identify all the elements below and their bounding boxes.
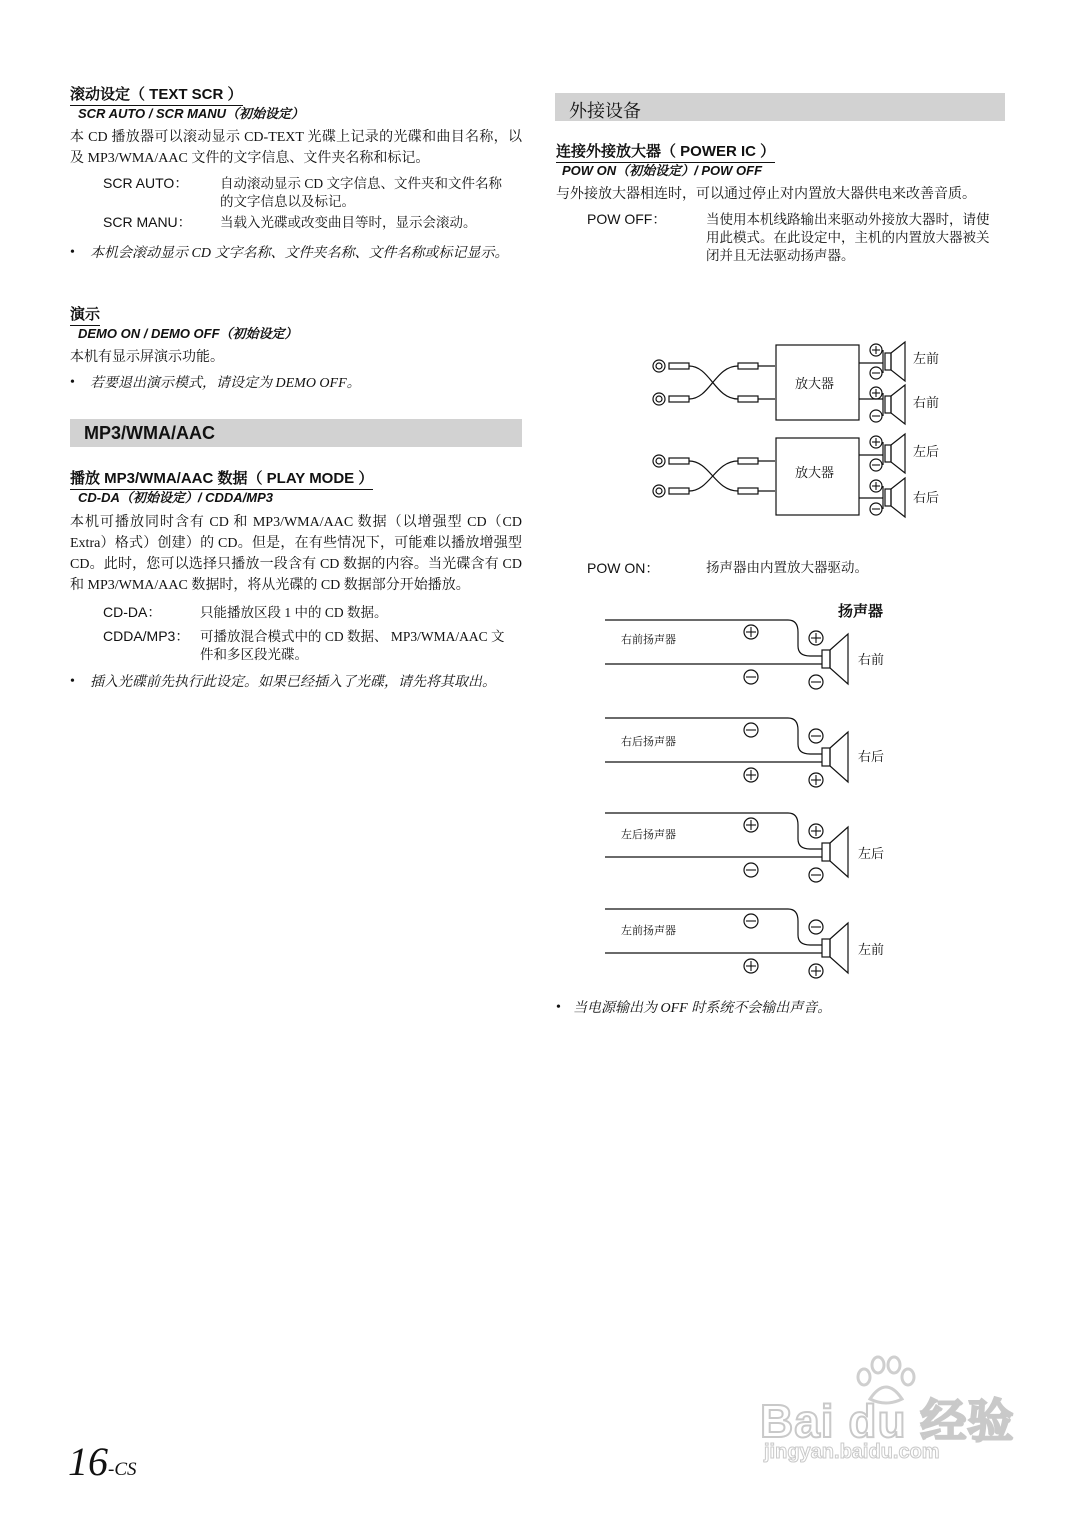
amplifier-label-1: 放大器 xyxy=(795,376,835,391)
watermark-url: jingyan.baidu.com xyxy=(764,1441,940,1463)
power-ic-note-block xyxy=(556,1000,1005,1018)
wire-group-rear-left xyxy=(605,813,848,882)
speaker-front-left-label: 左前 xyxy=(913,351,940,366)
play-mode-note: 插入光碟前先执行此设定。如果已经插入了光碟，请先将其取出。 xyxy=(90,675,496,690)
rca-jacks-bottom xyxy=(653,455,775,497)
wire-label-front-right: 右前扬声器 xyxy=(621,634,676,646)
scroll-heading: 滚动设定（ TEXT SCR ） xyxy=(70,86,243,106)
cdda-mp3-label: CDDA/MP3： xyxy=(103,628,190,644)
scr-manu-label: SCR MANU： xyxy=(103,214,192,230)
wire-group-front-left xyxy=(605,909,848,978)
demo-section xyxy=(70,306,522,393)
play-mode-subheading: CD-DA（初始设定）/ CDDA/MP3 xyxy=(78,490,274,505)
wire-label-rear-left: 左后扬声器 xyxy=(621,829,676,841)
mp3-section-bar xyxy=(70,419,522,447)
speaker-wiring-diagram xyxy=(600,598,900,988)
scroll-subheading: SCR AUTO / SCR MANU（初始设定） xyxy=(78,106,305,121)
power-ic-note: 当电源输出为 OFF 时系统不会输出声音。 xyxy=(573,1001,832,1016)
bullet-icon: • xyxy=(556,1000,561,1015)
speaker-label-rear-right: 右后 xyxy=(858,749,885,764)
scr-manu-desc: 当载入光碟或改变曲目等时，显示会滚动。 xyxy=(220,215,477,230)
scroll-note: 本机会滚动显示 CD 文字名称、文件夹名称、文件名称或标记显示。 xyxy=(90,246,509,261)
speaker-label-front-right: 右前 xyxy=(858,652,885,667)
wire-group-rear-right xyxy=(605,718,848,787)
wire-label-front-left: 左前扬声器 xyxy=(621,925,676,937)
power-ic-heading: 连接外接放大器（ POWER IC ） xyxy=(556,143,775,163)
amplifier-diagram xyxy=(640,335,960,525)
baidu-watermark xyxy=(760,1355,1020,1475)
page-number-suffix: -CS xyxy=(108,1459,137,1480)
speaker-rear-left-label: 左后 xyxy=(913,444,940,459)
page-number xyxy=(68,1438,137,1485)
demo-note: 若要退出演示模式，请设定为 DEMO OFF。 xyxy=(90,376,361,391)
scroll-section xyxy=(70,86,522,263)
pow-on-label: POW ON： xyxy=(587,560,660,576)
cd-da-label: CD-DA： xyxy=(103,604,162,620)
power-ic-section xyxy=(556,143,1005,271)
pow-off-label: POW OFF： xyxy=(587,211,667,227)
wire-group-front-right xyxy=(605,620,848,689)
scr-auto-desc: 自动滚动显示 CD 文字信息、文件夹和文件名称的文字信息以及标记。 xyxy=(220,176,503,209)
pow-off-desc: 当使用本机线路输出来驱动外接放大器时，请使用此模式。在此设定中，主机的内置放大器被关闭并且无法驱动扬声器。 xyxy=(706,212,990,263)
wire-label-rear-right: 右后扬声器 xyxy=(621,736,676,748)
power-ic-subheading: POW ON（初始设定）/ POW OFF xyxy=(562,163,763,178)
pow-on-desc: 扬声器由内置放大器驱动。 xyxy=(706,560,868,575)
cd-da-desc: 只能播放区段 1 中的 CD 数据。 xyxy=(200,605,388,620)
speaker-label-rear-left: 左后 xyxy=(858,846,885,861)
watermark-main-text: Bai du 经验 xyxy=(760,1395,1015,1447)
speaker-label-front-left: 左前 xyxy=(858,942,885,957)
speaker-front-right-label: 右前 xyxy=(913,395,940,410)
speaker-rear-right-label: 右后 xyxy=(913,490,940,505)
speakers-title: 扬声器 xyxy=(838,603,884,620)
bullet-icon: • xyxy=(70,245,75,260)
external-devices-bar xyxy=(555,93,1005,121)
amplifier-label-2: 放大器 xyxy=(795,465,835,480)
mp3-bar-title: MP3/WMA/AAC xyxy=(84,423,215,443)
external-devices-title: 外接设备 xyxy=(569,101,641,121)
mp3-section xyxy=(70,470,522,692)
bullet-icon: • xyxy=(70,375,75,390)
scroll-paragraph: 本 CD 播放器可以滚动显示 CD-TEXT 光碟上记录的光碟和曲目名称，以及 MP3/WMA/AAC 文件的文字信息、文件夹名称和标记。 xyxy=(70,130,522,166)
page-number-value: 16 xyxy=(68,1439,108,1484)
power-ic-paragraph: 与外接放大器相连时，可以通过停止对内置放大器供电来改善音质。 xyxy=(556,187,976,202)
demo-subheading: DEMO ON / DEMO OFF（初始设定） xyxy=(78,326,298,341)
demo-heading: 演示 xyxy=(70,306,100,326)
play-mode-heading: 播放 MP3/WMA/AAC 数据（ PLAY MODE ） xyxy=(70,470,373,490)
play-mode-paragraph: 本机可播放同时含有 CD 和 MP3/WMA/AAC 数据（以增强型 CD（CD Extra）格式）创建）的 CD。但是，在有些情况下，可能难以播放增强型 CD。此时，您可以选择只播放一段含有 CD 数据的内容。当光碟含有 CD 和 MP3/WMA/AAC 数据时，将从光碟的 CD 数据部分开始播放。 xyxy=(70,515,522,593)
demo-paragraph: 本机有显示屏演示功能。 xyxy=(70,350,224,365)
cdda-mp3-desc: 可播放混合模式中的 CD 数据、 MP3/WMA/AAC 文件和多区段光碟。 xyxy=(200,629,505,662)
rca-jacks-top xyxy=(653,360,775,405)
bullet-icon: • xyxy=(70,674,75,689)
scr-auto-label: SCR AUTO： xyxy=(103,175,189,191)
